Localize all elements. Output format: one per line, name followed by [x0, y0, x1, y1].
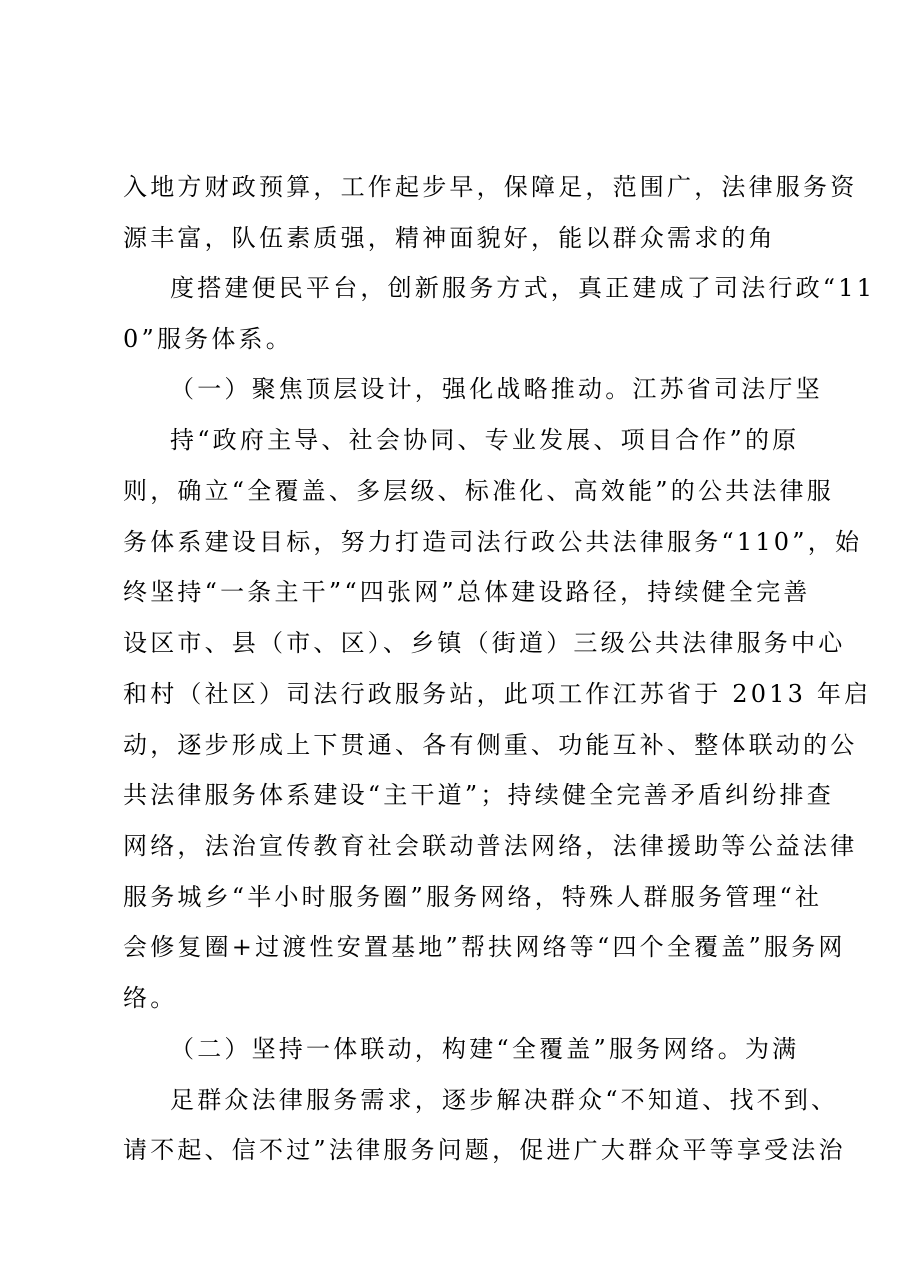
text-line: 络。 [123, 984, 178, 1012]
text-line: 务体系建设目标，努力打造司法行政公共法律服务“110”，始 [123, 528, 863, 556]
section-heading: （一）聚焦顶层设计，强化战略推动。江苏省司法厅坚 [170, 375, 823, 403]
text-line: 源丰富，队伍素质强，精神面貌好，能以群众需求的角 [123, 224, 776, 252]
text-line: 和村（社区）司法行政服务站，此项工作江苏省于 2013 年启 [123, 680, 872, 708]
text-line: 请不起、信不过”法律服务问题，促进广大群众平等享受法治 [123, 1136, 846, 1164]
text-line: 持“政府主导、社会协同、专业发展、项目合作”的原 [170, 426, 800, 454]
text-line: 会修复圈+过渡性安置基地”帮扶网络等“四个全覆盖”服务网 [123, 933, 846, 961]
text-line: 设区市、县（市、区）、乡镇（街道）三级公共法律服务中心 [123, 629, 846, 657]
text-line: 共法律服务体系建设“主干道”；持续健全完善矛盾纠纷排查 [123, 781, 834, 809]
text-line: 网络，法治宣传教育社会联动普法网络，法律援助等公益法律 [123, 832, 858, 860]
text-line: 入地方财政预算，工作起步早，保障足，范围广，法律服务资 [123, 173, 858, 201]
text-line: 服务城乡“半小时服务圈”服务网络，特殊人群服务管理“社 [123, 883, 823, 911]
text-line: 0”服务体系。 [123, 325, 293, 353]
text-line: 则，确立“全覆盖、多层级、标准化、高效能”的公共法律服 [123, 477, 834, 505]
text-line: 足群众法律服务需求，逐步解决群众“不知道、找不到、 [170, 1086, 839, 1114]
section-heading: （二）坚持一体联动，构建“全覆盖”服务网络。为满 [170, 1035, 800, 1063]
text-line: 动，逐步形成上下贯通、各有侧重、功能互补、整体联动的公 [123, 731, 858, 759]
text-line: 度搭建便民平台，创新服务方式，真正建成了司法行政“11 [170, 274, 876, 302]
text-line: 终坚持“一条主干”“四张网”总体建设路径，持续健全完善 [123, 578, 811, 606]
